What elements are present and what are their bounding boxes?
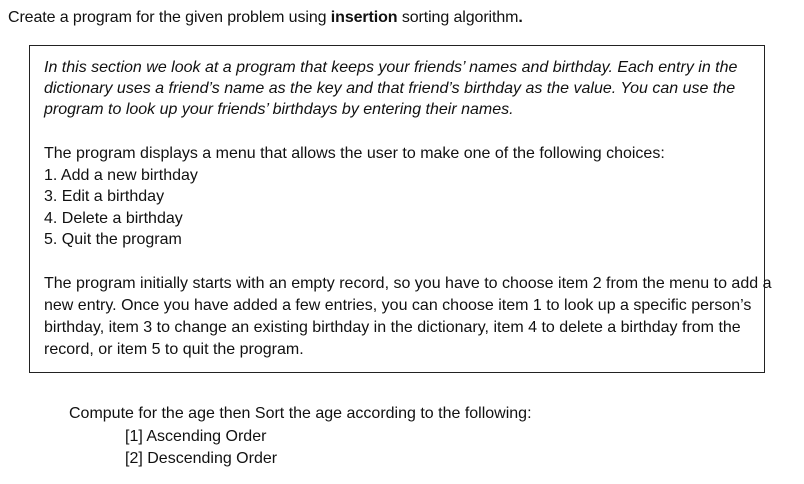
sort-option-ascending: [1] Ascending Order	[125, 428, 267, 445]
paragraph-line: record, or item 5 to quit the program.	[44, 341, 304, 358]
paragraph-line: The program initially starts with an empty record, so you have to choose item 2 from the menu to add a	[44, 275, 772, 292]
sort-option-descending: [2] Descending Order	[125, 450, 278, 467]
menu-item: 4. Delete a birthday	[44, 209, 183, 227]
menu-choices	[44, 143, 665, 251]
heading-period: .	[518, 9, 523, 26]
intro-paragraph	[44, 57, 752, 120]
paragraph-line: birthday, item 3 to change an existing birthday in the dictionary, item 4 to delete a birthday from the	[44, 319, 741, 336]
problem-heading	[8, 8, 523, 28]
menu-item: 3. Edit a birthday	[44, 188, 165, 205]
menu-item: 1. Add a new birthday	[44, 166, 198, 184]
menu-item: 5. Quit the program	[44, 231, 182, 248]
problem-description-box	[29, 45, 772, 373]
sort-options-list	[125, 426, 277, 470]
paragraph-line: new entry. Once you have added a few entries, you can choose item 1 to look up a specific person’s	[44, 297, 752, 314]
intro-line: In this section we look at a program that keeps your friends’ names and birthday. Each entry in the	[44, 59, 738, 76]
heading-suffix: sorting algorithm	[397, 9, 519, 26]
program-flow-paragraph	[44, 273, 771, 361]
heading-algorithm-name: insertion	[330, 9, 398, 26]
heading-prefix: Create a program for the given problem using	[8, 9, 331, 26]
intro-line: program to look up your friends’ birthdays by entering their names.	[44, 101, 514, 118]
intro-line: dictionary uses a friend’s name as the key and that friend’s birthday as the value. You can use the	[44, 80, 736, 97]
menu-intro: The program displays a menu that allows the user to make one of the following choices:	[44, 145, 665, 162]
compute-instruction: Compute for the age then Sort the age according to the following:	[69, 405, 532, 422]
